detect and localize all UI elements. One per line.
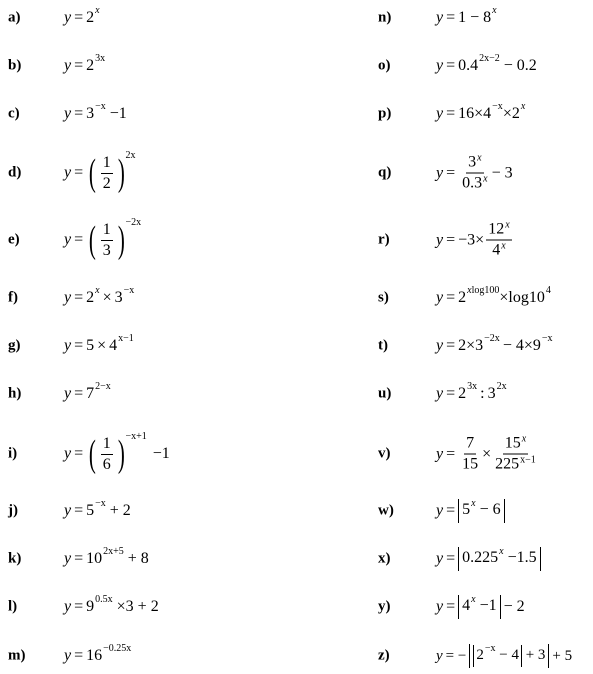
label-n: n): [378, 9, 392, 26]
expr-t: y = 2×3 $^{-2x}$ − 4×9 $^{-x}$: [436, 332, 553, 354]
absolute-value-x: 0.225$^x$ −1.5: [458, 547, 540, 571]
expr-e: y = ( $\frac{1}{3}$ ) −2x: [64, 217, 142, 261]
expr-n: y = 1 − 8 $^x$: [436, 4, 497, 26]
expr-i: y = ( $\frac{1}{6}$ ) −x+1 −1: [64, 431, 170, 475]
expr-w: y = 5$^x$ − 6: [436, 499, 505, 523]
fraction-d: $\frac{1}{2}$: [102, 153, 111, 192]
label-w: w): [378, 502, 394, 519]
label-d: d): [8, 164, 22, 181]
absolute-value-z-inner: $2^{-x} - 4$: [473, 645, 522, 667]
expr-d: y = ( $\frac{1}{2}$ ) 2x: [64, 150, 136, 194]
label-r: r): [378, 231, 390, 248]
label-t: t): [378, 337, 388, 354]
expr-l: y = 9 $^{0.5x}$ ×3 + 2: [64, 593, 159, 615]
label-e: e): [8, 231, 20, 248]
expr-s: y = 2 $^{xlog100}$ ×log10 $^4$: [436, 284, 551, 306]
expr-q: y = $\frac{3^x}{0.3^x}$ − 3: [436, 152, 513, 192]
expr-x: y = 0.225$^x$ −1.5: [436, 547, 541, 571]
label-l: l): [8, 598, 18, 615]
label-s: s): [378, 289, 389, 306]
label-v: v): [378, 445, 391, 462]
absolute-value-y: 4$^x$ −1: [458, 595, 500, 619]
expr-r: y = −3× $\frac{12^x}{4^x}$: [436, 219, 510, 259]
label-c: c): [8, 105, 20, 122]
expr-z: y = − $2^{-x} - 4 + 3$ + 5: [436, 644, 572, 668]
expr-m: y = 16 $^{-0.25x}$: [64, 642, 132, 664]
fraction-v-1: $\frac{7}{15}$: [462, 434, 479, 473]
expr-u: y = 2 $^{3x}$ : 3 $^{2x}$: [436, 380, 507, 402]
fraction-q: $\frac{3^x}{0.3^x}$: [462, 152, 488, 192]
expr-o: y = 0.4 $^{2x-2}$ − 0.2: [436, 52, 537, 74]
label-i: i): [8, 445, 18, 462]
label-u: u): [378, 385, 392, 402]
label-j: j): [8, 502, 18, 519]
expr-b: y = 2 $^{3x}$: [64, 52, 106, 74]
label-b: b): [8, 57, 22, 74]
label-z: z): [378, 647, 390, 664]
label-p: p): [378, 105, 392, 122]
label-k: k): [8, 550, 22, 567]
expr-c: y = 3 $^{-x}$ −1: [64, 100, 127, 122]
absolute-value-w: 5$^x$ − 6: [458, 499, 504, 523]
fraction-v-2: $\frac{15^x}{225^{x-1}}$: [495, 433, 536, 473]
expr-h: y = 7 $^{2-x}$: [64, 380, 111, 402]
absolute-value-z-outer: $2^{-x} - 4 + 3$: [469, 644, 549, 668]
expr-y: y = 4$^x$ −1 − 2: [436, 595, 525, 619]
expr-g: y = 5 × 4 $^{x-1}$: [64, 332, 134, 354]
label-a: a): [8, 9, 21, 26]
expr-j: y = 5 $^{-x}$ + 2: [64, 497, 131, 519]
fraction-e: $\frac{1}{3}$: [102, 220, 111, 259]
label-f: f): [8, 289, 18, 306]
label-x: x): [378, 550, 391, 567]
fraction-i: $\frac{1}{6}$: [102, 434, 111, 473]
label-m: m): [8, 647, 26, 664]
expr-k: y = 10 $^{2x+5}$ + 8: [64, 545, 149, 567]
expr-p: y = 16×4 $^{-x}$ ×2 $^x$: [436, 100, 526, 122]
label-y: y): [378, 598, 391, 615]
label-g: g): [8, 337, 21, 354]
expr-a: y = 2 $^x$: [64, 4, 100, 26]
label-q: q): [378, 164, 392, 181]
label-h: h): [8, 385, 22, 402]
fraction-r: $\frac{12^x}{4^x}$: [488, 219, 510, 259]
label-o: o): [378, 57, 391, 74]
expr-f: y = 2 $^x$ × 3 $^{-x}$: [64, 284, 135, 306]
expr-v: y = $\frac{7}{15}$ × $\frac{15^x}{225^{x-1}}$: [436, 433, 536, 473]
